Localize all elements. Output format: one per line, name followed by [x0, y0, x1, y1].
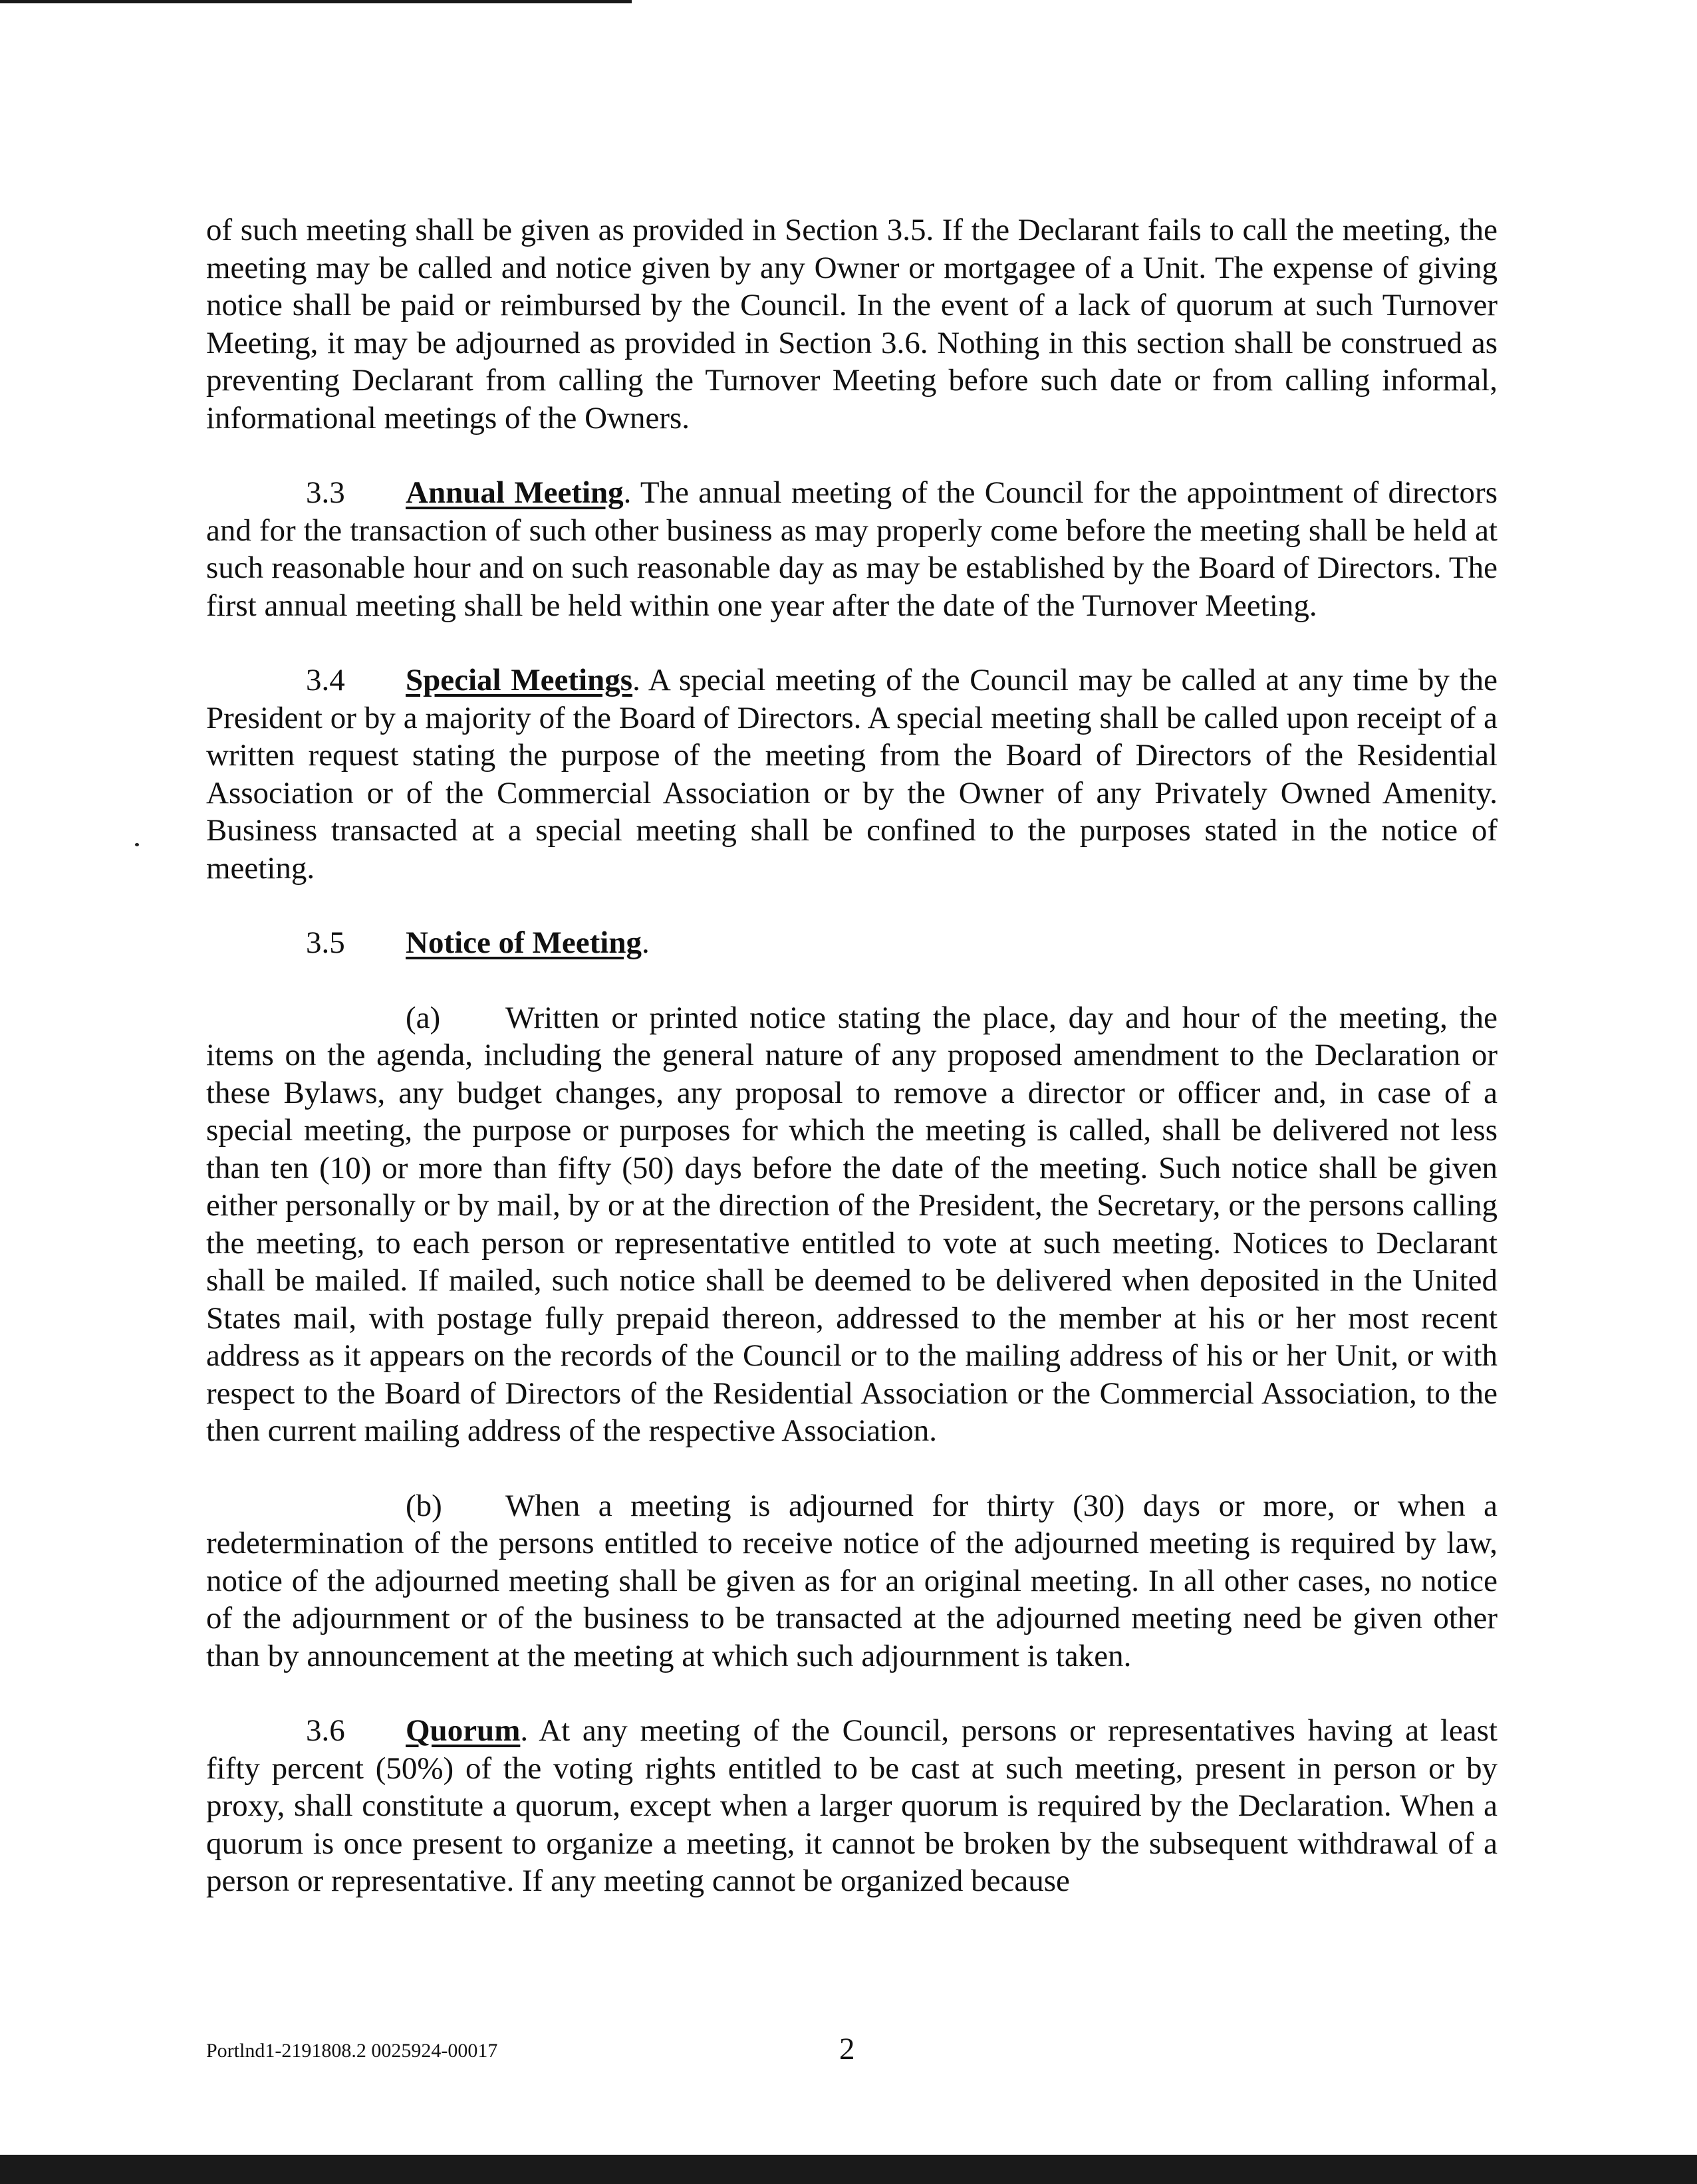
section-number: 3.3 — [306, 475, 345, 510]
subsection-label: (b) — [406, 1488, 442, 1523]
section-heading: Annual Meeting — [406, 475, 624, 510]
paragraph-intro — [206, 211, 1498, 437]
scan-speck — [135, 843, 139, 846]
subsection-text: When a meeting is adjourned for thirty (30) days or more, or when a redetermination of the persons entitled to receive notice of the adjourned meeting is required by law, notice of the adjourned meeting shall be given as for an original meeting. In all other cases, no notice of the adjournment or of the business to be transacted at the adjourned meeting need be given other than by announcement at the meeting at which such adjournment is taken. — [206, 1488, 1498, 1673]
scan-edge-top — [0, 0, 632, 3]
section-number: 3.5 — [306, 925, 345, 960]
section-3-6 — [206, 1712, 1498, 1900]
section-3-5-a — [206, 999, 1498, 1450]
subsection-label: (a) — [406, 1000, 441, 1035]
section-heading: Special Meetings — [406, 663, 633, 697]
section-text: . — [641, 925, 650, 960]
scan-edge-bottom — [0, 2155, 1697, 2184]
section-3-3 — [206, 474, 1498, 624]
section-3-4 — [206, 662, 1498, 887]
section-3-5 — [206, 924, 1498, 962]
page-number: 2 — [839, 2032, 855, 2066]
section-text: . The annual meeting of the Council for the appointment of directors and for the transaction of such other business as may properly come before the meeting shall be held at such reasonable hour and on such reasonable day as may be established by the Board of Directors. The first annual meeting shall be held within one year after the date of the Turnover Meeting. — [206, 475, 1498, 623]
footer-document-id: Portlnd1-2191808.2 0025924-00017 — [206, 2040, 498, 2062]
section-number: 3.4 — [306, 663, 345, 697]
section-text: . A special meeting of the Council may be called at any time by the President or by a majority of the Board of Directors. A special meeting shall be called upon receipt of a written request stating the purpose of the meeting from the Board of Directors of the Residential Association or of the Commercial Association or by the Owner of any Privately Owned Amenity. Business transacted at a special meeting shall be confined to the purposes stated in the notice of meeting. — [206, 663, 1498, 886]
subsection-text: Written or printed notice stating the place, day and hour of the meeting, the items on the agenda, including the general nature of any proposed amendment to the Declaration or these Bylaws, any budget changes, any proposal to remove a director or officer and, in case of a special meeting, the purpose or purposes for which the meeting is called, shall be delivered not less than ten (10) or more than fifty (50) days before the date of the meeting. Such notice shall be given either personally or by mail, by or at the direction of the President, the Secretary, or the persons calling the meeting, to each person or representative entitled to vote at such meeting. Notices to Declarant shall be mailed. If mailed, such notice shall be deemed to be delivered when deposited in the United States mail, with postage fully prepaid thereon, addressed to the member at his or her most recent address as it appears on the records of the Council or to the mailing address of his or her Unit, or with respect to the Board of Directors of the Residential Association or the Commercial Association, to the then current mailing address of the respective Association. — [206, 1000, 1498, 1448]
section-3-5-b — [206, 1487, 1498, 1675]
section-text: . At any meeting of the Council, persons or representatives having at least fifty percent (50%) of the voting rights entitled to be cast at such meeting, present in person or by proxy, shall constitute a quorum, except when a larger quorum is required by the Declaration. When a quorum is once present to organize a meeting, it cannot be broken by the subsequent withdrawal of a person or representative. If any meeting cannot be organized because — [206, 1713, 1498, 1898]
paragraph-text: of such meeting shall be given as provided in Section 3.5. If the Declarant fails to call the meeting, the meeting may be called and notice given by any Owner or mortgagee of a Unit. The expense of giving notice shall be paid or reimbursed by the Council. In the event of a lack of quorum at such Turnover Meeting, it may be adjourned as provided in Section 3.6. Nothing in this section shall be construed as preventing Declarant from calling the Turnover Meeting before such date or from calling informal, informational meetings of the Owners. — [206, 213, 1498, 435]
document-body — [206, 211, 1498, 1900]
section-number: 3.6 — [306, 1713, 345, 1748]
section-heading: Notice of Meeting — [406, 925, 642, 960]
section-heading: Quorum — [406, 1713, 521, 1748]
